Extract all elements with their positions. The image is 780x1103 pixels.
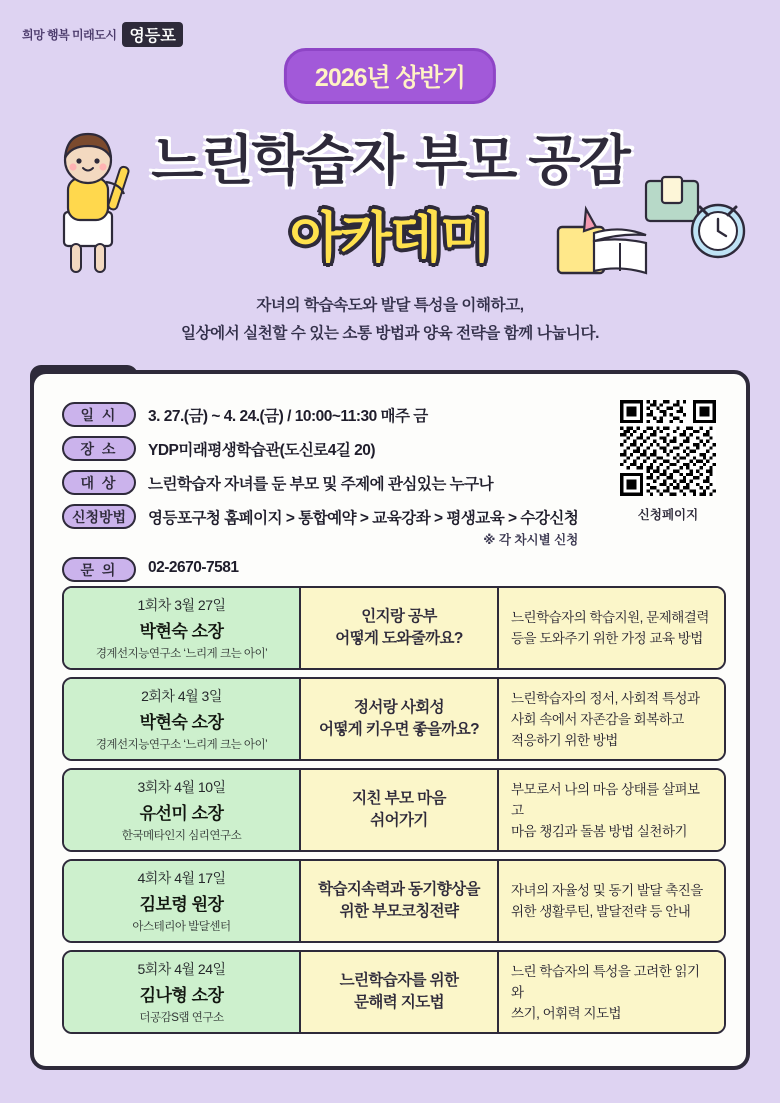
logo-district: 영등포 [122, 22, 182, 47]
topic-cell [301, 588, 499, 668]
qr-label: 신청페이지 [637, 508, 699, 522]
info-label: 대 상 [62, 470, 136, 495]
logo-subtitle: 희망 행복 미래도시 [22, 28, 117, 42]
info-value: YDP미래평생학습관(도신로4길 20) [148, 442, 376, 459]
year-badge: 2026년 상반기 [284, 48, 496, 104]
info-label: 일 시 [62, 402, 136, 427]
desc-line1: 자녀의 자율성 및 동기 발달 촉진을 [511, 883, 703, 898]
topic-cell [301, 770, 499, 850]
schedule-table [62, 586, 726, 1041]
description-cell [499, 861, 724, 941]
desc-line2: 마음 챙김과 돌봄 방법 실천하기 [511, 823, 688, 839]
page-title-line1: 느린학습자 부모 공감 [151, 131, 629, 191]
desc-line2: 위한 생활루틴, 발달전략 등 안내 [511, 904, 691, 919]
table-row [62, 859, 726, 943]
qr-code-icon[interactable] [620, 400, 716, 496]
subtitle-line1: 자녀의 학습속도와 발달 특성을 이해하고, [256, 297, 524, 314]
info-label: 신청방법 [62, 504, 136, 529]
info-label: 문 의 [62, 557, 136, 582]
speaker-org: 더공감S랩 연구소 [139, 1012, 224, 1024]
desc-line3: 적응하기 위한 방법 [511, 732, 618, 748]
info-value: 느린학습자 자녀를 둔 부모 및 주제에 관심있는 누구나 [148, 476, 494, 493]
info-value: 영등포구청 홈페이지 > 통합예약 > 교육강좌 > 평생교육 > 수강신청 [148, 510, 579, 527]
speaker-org: 아스테리아 발달센터 [132, 921, 231, 933]
topic-line1: 학습지속력과 동기향상을 [318, 881, 480, 898]
table-row [62, 950, 726, 1034]
speaker-name: 김보령 원장 [139, 895, 224, 914]
session-label: 1회차 3월 27일 [137, 597, 226, 613]
desc-line1: 부모로서 나의 마음 상태를 살펴보고 [511, 781, 700, 818]
description-cell [499, 588, 724, 668]
topic-line1: 정서랑 사회성 [354, 699, 444, 716]
speaker-name: 박현숙 소장 [139, 622, 224, 641]
desc-line2: 사회 속에서 자존감을 회복하고 [511, 711, 684, 727]
session-cell [64, 588, 301, 668]
info-card [30, 370, 750, 1070]
speaker-name: 김나형 소장 [139, 986, 224, 1005]
subtitle [0, 292, 780, 348]
speaker-org: 경계선지능연구소 ‘느리게 크는 아이’ [95, 739, 268, 751]
topic-line2: 위한 부모코칭전략 [339, 903, 459, 920]
topic-line1: 느린학습자를 위한 [339, 972, 459, 989]
session-label: 3회차 4월 10일 [137, 779, 226, 795]
desc-line1: 느린학습자의 학습지원, 문제해결력 [511, 610, 709, 625]
session-cell [64, 770, 301, 850]
desc-line2: 등을 도와주기 위한 가정 교육 방법 [511, 631, 703, 646]
session-label: 2회차 4월 3일 [141, 688, 222, 704]
session-cell [64, 952, 301, 1032]
session-cell [64, 861, 301, 941]
info-row-contact [62, 557, 582, 582]
topic-line2: 어떻게 도와줄까요? [335, 630, 463, 647]
table-row [62, 677, 726, 761]
session-label: 4회차 4월 17일 [137, 870, 226, 886]
speaker-org: 경계선지능연구소 ‘느리게 크는 아이’ [95, 648, 268, 660]
description-cell [499, 679, 724, 759]
apply-note: ※ 각 차시별 신청 [483, 533, 579, 547]
info-row-date [62, 402, 582, 427]
table-row [62, 768, 726, 852]
brand-logo [22, 22, 212, 47]
topic-line2: 문해력 지도법 [354, 994, 444, 1011]
info-label: 장 소 [62, 436, 136, 461]
desc-line1: 느린 학습자의 특성을 고려한 읽기와 [511, 963, 700, 1000]
desc-line1: 느린학습자의 정서, 사회적 특성과 [511, 690, 700, 706]
session-cell [64, 679, 301, 759]
session-label: 5회차 4월 24일 [137, 961, 226, 977]
info-value: 3. 27.(금) ~ 4. 24.(금) / 10:00~11:30 매주 금 [148, 408, 428, 425]
speaker-name: 박현숙 소장 [139, 713, 224, 732]
topic-cell [301, 952, 499, 1032]
info-list [62, 402, 582, 591]
description-cell [499, 952, 724, 1032]
description-cell [499, 770, 724, 850]
topic-line1: 지친 부모 마음 [352, 790, 446, 807]
topic-cell [301, 679, 499, 759]
page-title-line2: 아카데미 [289, 208, 491, 268]
speaker-name: 유선미 소장 [139, 804, 224, 823]
info-row-target [62, 470, 582, 495]
subtitle-line2: 일상에서 실천할 수 있는 소통 방법과 양육 전략을 함께 나눕니다. [181, 325, 599, 342]
speaker-org: 한국메타인지 심리연구소 [121, 830, 242, 842]
qr-block [616, 400, 720, 523]
topic-line2: 쉬어가기 [370, 812, 428, 829]
table-row [62, 586, 726, 670]
info-value: 02-2670-7581 [148, 559, 239, 576]
topic-line1: 인지랑 공부 [361, 608, 437, 625]
info-row-apply [62, 504, 582, 548]
info-row-place [62, 436, 582, 461]
topic-cell [301, 861, 499, 941]
desc-line2: 쓰기, 어휘력 지도법 [511, 1005, 622, 1021]
topic-line2: 어떻게 키우면 좋을까요? [318, 721, 479, 738]
